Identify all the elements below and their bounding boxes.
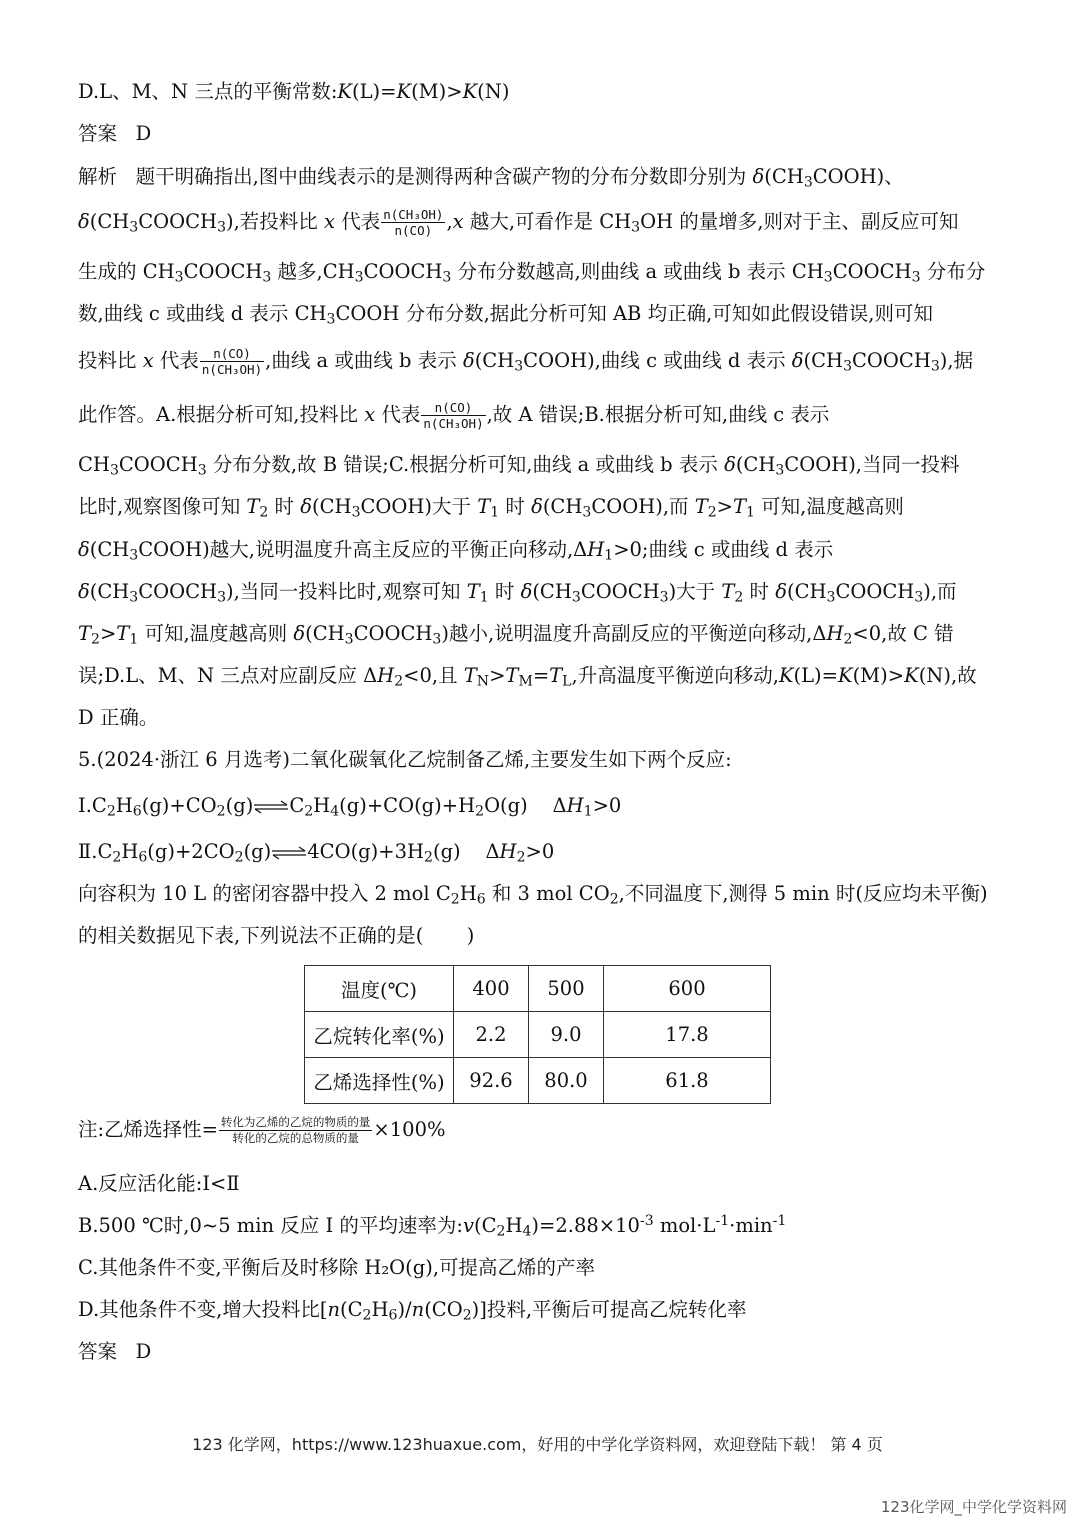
analysis-line-11: $T_2>T_1$ 可知,温度越高则 $\delta(CH_3COOCH_3)$越小,说明温度升高副反应的平衡逆向移动$,\Delta H_2<0$,故 C 错 (78, 622, 954, 648)
fraction-co-over-ch3oh-2: $\frac{n(CO)}{\text{n(CH₃OH)}}$ (423, 400, 484, 431)
option-c: C.其他条件不变,平衡后及时移除 H₂O(g),可提高乙烯的产率 (78, 1256, 596, 1279)
table-cell: 17.8 (604, 1012, 771, 1058)
table-cell: 500 (529, 966, 604, 1012)
question-5-stem: 5.(2024·浙江 6 月选考)二氧化碳氧化乙烷制备乙烯,主要发生如下两个反应: (78, 748, 732, 771)
fraction-co-over-ch3oh: $\frac{n(CO)}{\text{n(CH₃OH)}}$ (201, 346, 263, 377)
table-cell: 600 (604, 966, 771, 1012)
table-cell: 9.0 (529, 1012, 604, 1058)
table-cell: 温度(℃) (305, 966, 454, 1012)
selectivity-note: 注:乙烯选择性= $\frac{\text{转化为乙烯的乙烷的物质的量}}{\text{转化的乙烷的总物质的量}}$ ×100% (78, 1115, 446, 1145)
analysis-line-1: 解析 题干明确指出,图中曲线表示的是测得两种含碳产物的分布分数即分别为 $\delta(CH_3COOH)$、 (78, 165, 904, 191)
table-cell: 61.8 (604, 1058, 771, 1104)
answer-2: 答案 D (78, 1340, 152, 1363)
analysis-line-5: 投料比 x 代表 $\frac{n(CO)}{\text{n(CH₃OH)}}$ ,曲线 a 或曲线 b 表示 $\delta(CH_3COOH)$,曲线 c 或曲线 d 表示 $\delta(CH_3COOCH_3)$,据 (78, 346, 974, 377)
selectivity-fraction: $\frac{\text{转化为乙烯的乙烷的物质的量}}{\text{转化的乙烷的总物质的量}}$ (220, 1115, 371, 1145)
table-cell: 400 (454, 966, 529, 1012)
analysis-line-3: 生成的 $CH_3COOCH_3$ 越多$,CH_3COOCH_3$ 分布分数越高,则曲线 a 或曲线 b 表示 $CH_3COOCH_3$ 分布分 (78, 260, 986, 286)
reaction-2: $Ⅱ.C_2H_6(g)+2CO_2(g)$ $4CO(g)+3H_2(g)$ $\Delta H_2>0$ (78, 840, 555, 866)
analysis-line-2: $\delta(CH_3COOCH_3)$,若投料比 x 代表 $\frac{\text{n(CH₃OH)}}{n(CO)}$ ,x 越大,可看作是 $CH_3OH$ 的量增多,则对于主、副反应可知 (78, 207, 959, 238)
question-5-prompt: 的相关数据见下表,下列说法不正确的是( ) (78, 924, 475, 947)
data-table (304, 965, 771, 1104)
question-5-condition: 向容积为 10 L 的密闭容器中投入 2 mol $C_2H_6$ 和 3 mol $CO_2$,不同温度下,测得 5 min 时(反应均未平衡) (78, 882, 988, 908)
option-d-previous: D.L、M、N 三点的平衡常数:K(L)=K(M)>K(N) (78, 80, 510, 103)
table-row (305, 1012, 771, 1058)
analysis-line-12: 误;D.L、M、N 三点对应副反应 $\Delta H_2<0$,且 $T_N>T_M=T_L$,升高温度平衡逆向移动,K(L)=K(M)>K(N),故 (78, 664, 977, 690)
analysis-line-7: $CH_3COOCH_3$ 分布分数,故 B 错误;C.根据分析可知,曲线 a 或曲线 b 表示 $\delta(CH_3COOH)$,当同一投料 (78, 453, 960, 479)
table-cell: 乙烷转化率(%) (305, 1012, 454, 1058)
option-d: D.其他条件不变,增大投料比$[n(C_2H_6)/n(CO_2)]$投料,平衡后可提高乙烷转化率 (78, 1298, 747, 1324)
reaction-1: $Ⅰ.C_2H_6(g)+CO_2(g)$ $C_2H_4(g)+CO(g)+H_2O(g)$ $\Delta H_1>0$ (78, 794, 622, 820)
table-cell: 乙烯选择性(%) (305, 1058, 454, 1104)
watermark: 123化学网_中学化学资料网 (880, 1498, 1067, 1516)
option-a: A.反应活化能:Ⅰ<Ⅱ (78, 1172, 240, 1195)
analysis-line-10: $\delta(CH_3COOCH_3)$,当同一投料比时,观察可知 $T_1$ 时 $\delta(CH_3COOCH_3)$大于 $T_2$ 时 $\delta(CH_3COOCH_3)$,而 (78, 580, 957, 606)
equilibrium-arrow-icon (271, 846, 307, 860)
table-row (305, 1058, 771, 1104)
analysis-line-9: $\delta(CH_3COOH)$越大,说明温度升高主反应的平衡正向移动$,\Delta H_1>0$;曲线 c 或曲线 d 表示 (78, 538, 834, 564)
analysis-line-13: D 正确。 (78, 706, 159, 729)
table-cell: 92.6 (454, 1058, 529, 1104)
equilibrium-arrow-icon (253, 800, 289, 814)
answer-1: 答案 D (78, 122, 152, 145)
analysis-line-4: 数,曲线 c 或曲线 d 表示 $CH_3COOH$ 分布分数,据此分析可知 AB 均正确,可知如此假设错误,则可知 (78, 302, 933, 328)
analysis-line-6: 此作答。A.根据分析可知,投料比 x 代表 $\frac{n(CO)}{\text{n(CH₃OH)}}$ ,故 A 错误;B.根据分析可知,曲线 c 表示 (78, 400, 830, 431)
table-cell: 80.0 (529, 1058, 604, 1104)
analysis-line-8: 比时,观察图像可知 $T_2$ 时 $\delta(CH_3COOH)$大于 $T_1$ 时 $\delta(CH_3COOH)$,而 $T_2>T_1$ 可知,温度越高则 (78, 495, 904, 521)
option-b: B.500 ℃时,0~5 min 反应 Ⅰ 的平均速率为$:v(C_2H_4)=2.88\times 10^{-3}$ $mol\cdot L^{-1}\cdot\min^{-1}$ (78, 1212, 787, 1240)
table-header-row (305, 966, 771, 1012)
table-cell: 2.2 (454, 1012, 529, 1058)
page-footer: 123 化学网，https://www.123huaxue.com，好用的中学化学资料网，欢迎登陆下载！ 第 4 页 (192, 1435, 883, 1454)
fraction-ch3oh-over-co: $\frac{\text{n(CH₃OH)}}{n(CO)}$ (383, 207, 444, 238)
